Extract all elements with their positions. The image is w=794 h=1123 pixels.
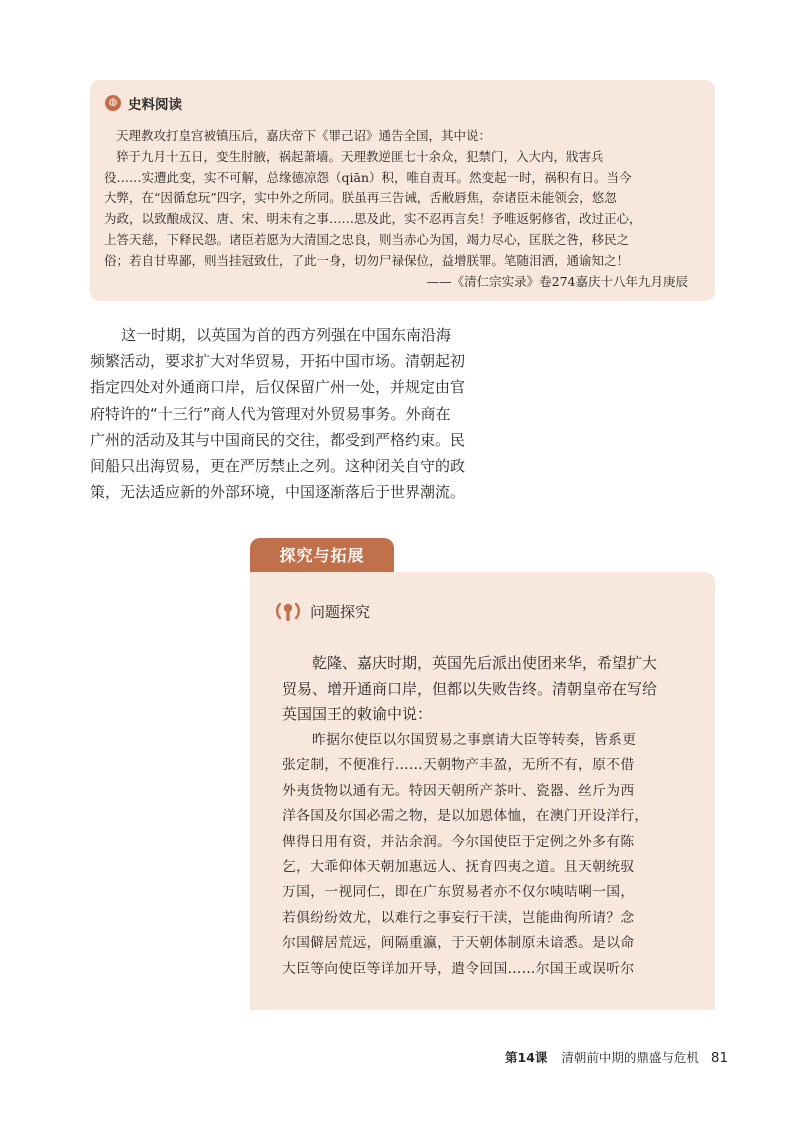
explore-section-tab: 探究与拓展: [250, 538, 394, 574]
lesson-number: 第14课: [505, 1050, 548, 1065]
quote-line: 乞，大乖仰体天朝加惠远人、抚育四夷之道。且天朝统驭: [282, 858, 635, 875]
source-line: 为政，以致酿成汉、唐、宋、明未有之事……思及此，实不忍再言矣！予唯返躬修省，改过正心，: [104, 211, 642, 227]
question-inquiry-header: [274, 597, 370, 625]
source-line: 俗；若自甘卑鄙，则当挂冠致仕，了此一身，切勿尸禄保位，益增朕罪。笔随泪洒，通谕知之！: [104, 252, 630, 268]
question-inquiry-icon: [274, 597, 302, 625]
question-inquiry-title: 问题探究: [310, 602, 371, 621]
paragraph-line: 间船只出海贸易，更在严厉禁止之列。这种闭关自守的政: [90, 456, 466, 475]
source-line: 上答天慈，下释民怨。诸臣若愿为大清国之忠良，则当赤心为国，竭力尽心，匡朕之咎，移民之: [104, 231, 630, 247]
intro-line: 贸易、增开通商口岸，但都以失败告终。清朝皇帝在写给: [282, 679, 658, 698]
edict-quote: [282, 728, 702, 982]
quote-line: 洋各国及尔国必需之物，是以加恩体恤，在澳门开设洋行，: [282, 808, 649, 825]
quote-line: 昨据尔使臣以尔国贸易之事禀请大臣等转奏，皆系更: [312, 732, 637, 748]
paragraph-line: 策，无法适应新的外部环境，中国逐渐落后于世界潮流。: [90, 483, 466, 502]
scroll-icon: ◍: [105, 95, 121, 111]
lesson-title: 清朝前中期的鼎盛与危机: [561, 1050, 699, 1065]
source-line: 猝于九月十五日，变生肘腋，祸起萧墙。天理教逆匪七十余众，犯禁门，入大内，戕害兵: [116, 148, 604, 164]
quote-line: 万国，一视同仁，即在广东贸易者亦不仅尔咦咭唎一国，: [282, 884, 635, 901]
paragraph-line: 指定四处对外通商口岸，后仅保留广州一处，并规定由官: [90, 378, 466, 397]
source-line: 天理教攻打皇宫被镇压后，嘉庆帝下《罪己诏》通告全国，其中说：: [116, 128, 492, 143]
source-reading-header: [105, 93, 182, 113]
quote-line: 外夷货物以通有无。特因天朝所产茶叶、瓷器、丝斤为西: [282, 782, 635, 799]
source-reading-body: [104, 126, 700, 292]
quote-line: 尔国僻居荒远，间隔重瀛，于天朝体制原未谙悉。是以命: [282, 935, 635, 952]
source-reading-box: [90, 80, 715, 301]
paragraph-line: 频繁活动，要求扩大对华贸易，开拓中国市场。清朝起初: [90, 352, 466, 371]
source-citation: ——《清仁宗实录》卷274嘉庆十八年九月庚辰: [426, 273, 688, 289]
intro-line: 乾隆、嘉庆时期，英国先后派出使团来华，希望扩大: [312, 654, 658, 672]
quote-line: 大臣等向使臣等详加开导，遣令回国……尔国王或误听尔: [282, 960, 635, 977]
explore-section-box: [250, 572, 715, 1010]
source-reading-title: 史料阅读: [128, 97, 182, 113]
quote-line: 俾得日用有资，并沾余润。今尔国使臣于定例之外多有陈: [282, 833, 635, 850]
page-number: 81: [710, 1050, 729, 1066]
intro-line: 英国国王的敕谕中说：: [282, 705, 433, 724]
page-footer: [505, 1048, 728, 1066]
question-intro: [282, 651, 702, 728]
quote-line: 张定制，不便准行……天朝物产丰盈，无所不有，原不借: [282, 757, 635, 774]
quote-line: 若俱纷纷效尤，以难行之事妄行干渎，岂能曲徇所请？念: [282, 909, 635, 926]
source-line: 役……实遭此变，实不可解，总缘德凉怨（qiān）积，唯自责耳。然变起一时，祸积有日。当今: [104, 169, 632, 185]
paragraph-line: 府特许的“十三行”商人代为管理对外贸易事务。外商在: [90, 404, 451, 423]
paragraph-line: 广州的活动及其与中国商民的交往，都受到严格约束。民: [90, 430, 466, 449]
paragraph-line: 这一时期，以英国为首的西方列强在中国东南沿海: [121, 326, 452, 344]
main-paragraph: [90, 322, 530, 505]
source-line: 大弊，在“因循怠玩”四字，实中外之所同。朕虽再三告诫，舌敝唇焦，奈诸臣未能领会，悠忽: [104, 190, 617, 206]
